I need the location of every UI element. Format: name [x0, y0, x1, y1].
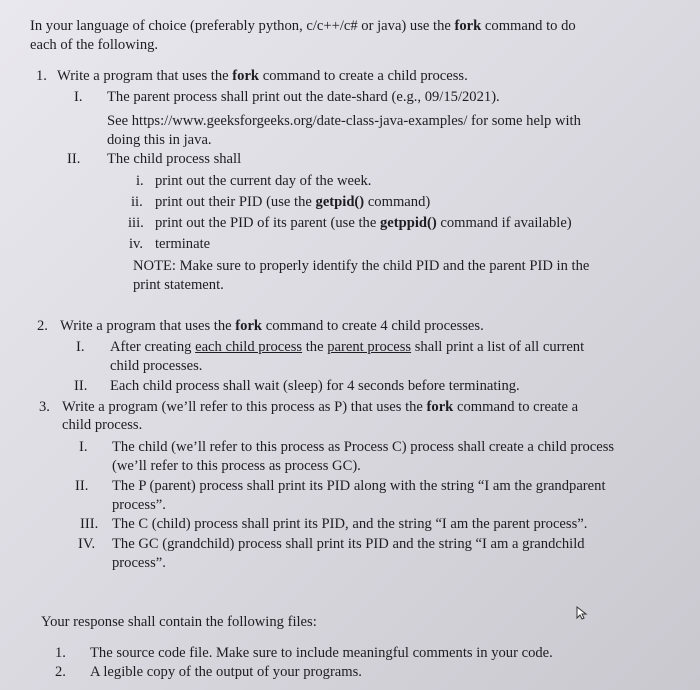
q3-ii-line-2: process”.	[112, 497, 166, 513]
q1-note-line-2: print statement.	[133, 277, 224, 293]
q1-sub-iii-mark: iii.	[128, 215, 144, 231]
q1-text: Write a program that uses the fork command to create a child process.	[57, 68, 468, 84]
q1-sub-iv-mark: iv.	[129, 236, 144, 252]
q2-text: Write a program that uses the fork command to create 4 child processes.	[60, 318, 484, 334]
q2-i-mark: I.	[76, 339, 85, 355]
q2-ii-mark: II.	[74, 378, 88, 394]
response-item-1: The source code file. Make sure to include meaningful comments in your code.	[90, 645, 553, 661]
q1-i-line-1: The parent process shall print out the date-shard (e.g., 09/15/2021).	[107, 89, 500, 105]
q1-sub-iv: terminate	[155, 236, 211, 252]
q1-ii-line-1: The child process shall	[107, 151, 242, 167]
response-item-2: A legible copy of the output of your programs.	[90, 664, 362, 680]
q3-iii-line-1: The C (child) process shall print its PID, and the string “I am the parent process”.	[112, 516, 588, 532]
q2-ii-line-1: Each child process shall wait (sleep) for 4 seconds before terminating.	[110, 378, 520, 394]
q3-number: 3.	[39, 399, 50, 415]
intro-line-2: each of the following.	[30, 37, 159, 53]
intro-line-1: In your language of choice (preferably python, c/c++/c# or java) use the fork command to do	[30, 18, 576, 34]
q3-i-line-2: (we’ll refer to this process as process GC).	[112, 458, 361, 474]
response-item-1-mark: 1.	[55, 645, 66, 661]
response-heading: Your response shall contain the following files:	[41, 614, 317, 630]
q3-iv-mark: IV.	[78, 536, 96, 552]
q3-iv-line-2: process”.	[112, 555, 166, 571]
q2-i-line-1: After creating each child process the parent process shall print a list of all current	[110, 339, 585, 355]
q1-note-line-1: NOTE: Make sure to properly identify the child PID and the parent PID in the	[133, 258, 590, 274]
mouse-cursor-icon	[575, 606, 589, 620]
q3-iii-mark: III.	[80, 516, 99, 532]
q2-i-line-2: child processes.	[110, 358, 203, 374]
q1-i-line-2: See https://www.geeksforgeeks.org/date-class-java-examples/ for some help with	[107, 113, 581, 129]
q1-sub-i-mark: i.	[136, 173, 144, 189]
q3-i-line-1: The child (we’ll refer to this process as Process C) process shall create a child process	[112, 439, 615, 455]
q3-ii-mark: II.	[75, 478, 89, 494]
q3-text: Write a program (we’ll refer to this process as P) that uses the fork command to create a	[62, 399, 579, 415]
q3-iv-line-1: The GC (grandchild) process shall print its PID and the string “I am a grandchild	[112, 536, 585, 552]
q2-number: 2.	[37, 318, 48, 334]
q1-sub-ii: print out their PID (use the getpid() command)	[155, 194, 431, 210]
q1-i-mark: I.	[74, 89, 83, 105]
q3-text-line-2: child process.	[62, 417, 143, 433]
q1-ii-mark: II.	[67, 151, 81, 167]
q1-sub-iii: print out the PID of its parent (use the getppid() command if available)	[155, 215, 572, 231]
q1-i-line-3: doing this in java.	[107, 132, 212, 148]
q1-number: 1.	[36, 68, 47, 84]
q1-sub-i: print out the current day of the week.	[155, 173, 372, 189]
response-item-2-mark: 2.	[55, 664, 66, 680]
q3-ii-line-1: The P (parent) process shall print its PID along with the string “I am the grandparent	[112, 478, 606, 494]
q1-sub-ii-mark: ii.	[131, 194, 143, 210]
q3-i-mark: I.	[79, 439, 88, 455]
